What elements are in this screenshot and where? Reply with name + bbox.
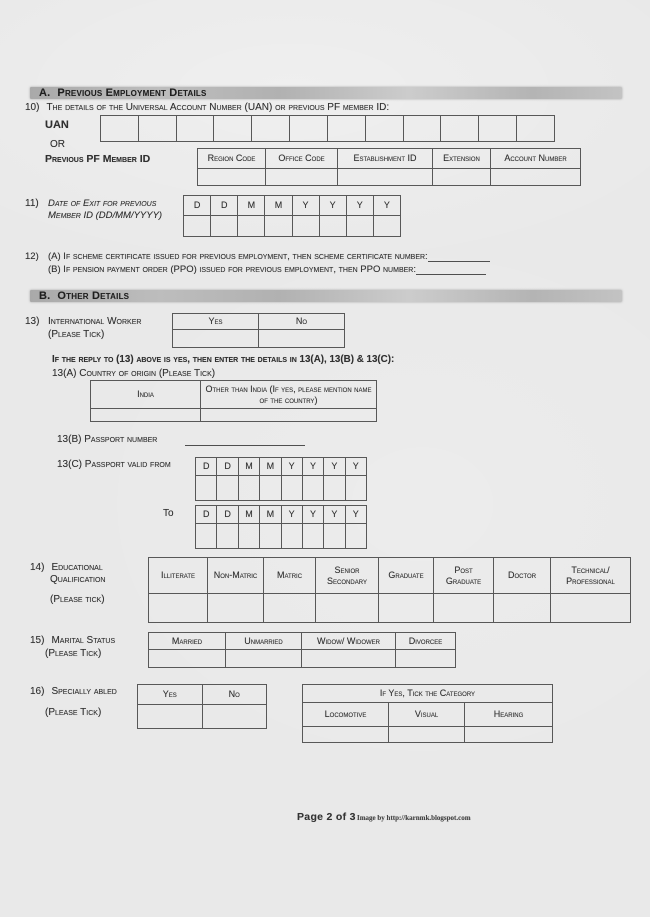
date-input-cell[interactable]: [184, 216, 211, 237]
passport-number-blank[interactable]: [185, 436, 305, 446]
pf-col-header: Extension: [433, 149, 491, 169]
yes-option-header: Yes: [173, 314, 259, 330]
date-letter: D: [211, 196, 238, 216]
india-tick-cell[interactable]: [91, 409, 201, 422]
image-credit: Image by http://karnmk.blogspot.com: [357, 814, 471, 822]
date-letter: Y: [292, 196, 319, 216]
q13a-label: 13(A) Country of origin (Please Tick): [52, 368, 216, 379]
category-tick-cell[interactable]: [465, 727, 553, 743]
q13-yes-no-table: [172, 313, 345, 348]
q12-line-a: [48, 251, 490, 262]
q15-number: 15): [30, 635, 45, 646]
section-a-header: [30, 87, 622, 99]
previous-pf-member-id-label: Previous PF Member ID: [45, 153, 151, 165]
category-tick-cell[interactable]: [389, 727, 465, 743]
india-option-header: India: [91, 381, 201, 409]
yes-tick-cell[interactable]: [138, 705, 203, 729]
date-letter: M: [238, 506, 259, 524]
q13-label-line2: (Please Tick): [48, 329, 105, 340]
disability-category-table: [302, 684, 553, 743]
uan-digit-box[interactable]: [365, 116, 403, 142]
qualification-tick-cell[interactable]: [149, 594, 208, 623]
marital-tick-cell[interactable]: [302, 650, 396, 668]
q13c-label: 13(C) Passport valid from: [57, 459, 171, 470]
date-input-cell[interactable]: [238, 476, 259, 501]
qualification-tick-cell[interactable]: [264, 594, 316, 623]
date-input-cell[interactable]: [302, 524, 323, 549]
date-letter: M: [238, 458, 259, 476]
date-letter: Y: [319, 196, 346, 216]
q11-label-line1: Date of Exit for previous: [48, 198, 157, 209]
qualification-tick-cell[interactable]: [551, 594, 631, 623]
section-letter: A.: [39, 87, 51, 99]
pf-col-header: Region Code: [198, 149, 266, 169]
uan-digit-box[interactable]: [101, 116, 139, 142]
no-tick-cell[interactable]: [202, 705, 267, 729]
date-input-cell[interactable]: [281, 524, 302, 549]
date-letter: M: [260, 458, 281, 476]
q15-label-line1: Marital Status: [51, 635, 116, 646]
pf-col-header: Establishment ID: [338, 149, 433, 169]
uan-digit-box[interactable]: [517, 116, 555, 142]
uan-label: UAN: [45, 119, 69, 131]
date-letter: D: [196, 506, 217, 524]
q16-label-line1: Specially abled: [51, 686, 117, 697]
qualification-option-header: Matric: [264, 558, 316, 594]
date-input-cell[interactable]: [260, 476, 281, 501]
date-letter: Y: [324, 458, 345, 476]
date-input-cell[interactable]: [345, 476, 366, 501]
q13c-to-label: To: [163, 508, 174, 519]
date-input-cell[interactable]: [324, 524, 345, 549]
marital-option-header: Unmarried: [226, 633, 302, 650]
date-input-cell[interactable]: [238, 524, 259, 549]
section-letter: B.: [39, 290, 51, 302]
no-option-header: No: [259, 314, 345, 330]
date-letter: Y: [281, 458, 302, 476]
category-option-header: Locomotive: [303, 703, 389, 727]
uan-digit-box[interactable]: [327, 116, 365, 142]
date-input-cell[interactable]: [302, 476, 323, 501]
q11-number: 11): [25, 198, 39, 209]
date-input-cell[interactable]: [324, 476, 345, 501]
qualification-option-header: Senior Secondary: [316, 558, 379, 594]
qualification-option-header: Post Graduate: [434, 558, 494, 594]
or-label: OR: [50, 139, 65, 150]
q10-number: 10): [25, 102, 40, 113]
qualification-tick-cell[interactable]: [316, 594, 379, 623]
marital-status-table: [148, 632, 456, 668]
date-input-cell[interactable]: [196, 524, 217, 549]
pf-col-header: Office Code: [266, 149, 338, 169]
date-letter: Y: [302, 458, 323, 476]
date-input-cell[interactable]: [373, 216, 400, 237]
q12-number: 12): [25, 251, 39, 262]
date-letter: Y: [324, 506, 345, 524]
q13-label-line1: International Worker: [48, 316, 142, 327]
no-tick-cell[interactable]: [259, 330, 345, 348]
qualification-tick-cell[interactable]: [434, 594, 494, 623]
category-option-header: Hearing: [465, 703, 553, 727]
date-letter: M: [260, 506, 281, 524]
pf-input-cell[interactable]: [338, 169, 433, 186]
q14-line: [30, 562, 103, 573]
date-letter: Y: [346, 196, 373, 216]
date-input-cell[interactable]: [345, 524, 366, 549]
q10-line: [25, 102, 389, 113]
uan-digit-box[interactable]: [176, 116, 214, 142]
qualification-option-header: Graduate: [379, 558, 434, 594]
educational-qualification-table: [148, 557, 631, 623]
passport-valid-from-table: [195, 457, 367, 501]
q16-label-line2: (Please Tick): [45, 707, 102, 718]
date-input-cell[interactable]: [260, 524, 281, 549]
other-than-india-option-header: Other than India (If yes, please mention name of the country): [201, 381, 377, 409]
date-input-cell[interactable]: [346, 216, 373, 237]
uan-digit-box[interactable]: [403, 116, 441, 142]
date-input-cell[interactable]: [217, 476, 238, 501]
section-b-header: [30, 290, 622, 302]
qualification-tick-cell[interactable]: [494, 594, 551, 623]
q15-line: [30, 635, 115, 646]
other-country-input-cell[interactable]: [201, 409, 377, 422]
q15-label-line2: (Please Tick): [45, 648, 102, 659]
date-letter: M: [238, 196, 265, 216]
date-letter: Y: [281, 506, 302, 524]
q14-number: 14): [30, 562, 45, 573]
q16-yes-no-table: [137, 684, 267, 729]
marital-tick-cell[interactable]: [226, 650, 302, 668]
date-letter: M: [265, 196, 292, 216]
date-letter: D: [217, 506, 238, 524]
no-option-header: No: [202, 685, 267, 705]
qualification-option-header: Doctor: [494, 558, 551, 594]
section-title: Previous Employment Details: [57, 87, 207, 99]
category-tick-cell[interactable]: [303, 727, 389, 743]
q13-note: If the reply to (13) above is yes, then enter the details in 13(A), 13(B) & 13(C):: [52, 354, 395, 365]
q13b-label: 13(B) Passport number: [57, 434, 158, 445]
uan-digit-box[interactable]: [290, 116, 328, 142]
date-letter: Y: [345, 458, 366, 476]
date-letter: D: [217, 458, 238, 476]
date-input-cell[interactable]: [281, 476, 302, 501]
qualification-option-header: Non-Matric: [208, 558, 264, 594]
marital-tick-cell[interactable]: [396, 650, 456, 668]
marital-option-header: Married: [149, 633, 226, 650]
qualification-option-header: Illiterate: [149, 558, 208, 594]
date-input-cell[interactable]: [211, 216, 238, 237]
pf-input-cell[interactable]: [491, 169, 581, 186]
uan-digit-box[interactable]: [441, 116, 479, 142]
q12-line-b: [48, 264, 486, 275]
date-input-cell[interactable]: [238, 216, 265, 237]
scheme-certificate-number-blank[interactable]: [428, 252, 490, 262]
uan-digit-box[interactable]: [214, 116, 252, 142]
marital-tick-cell[interactable]: [149, 650, 226, 668]
section-title: Other Details: [57, 290, 130, 302]
qualification-tick-cell[interactable]: [379, 594, 434, 623]
pf-input-cell[interactable]: [433, 169, 491, 186]
uan-digit-box[interactable]: [479, 116, 517, 142]
pf-col-header: Account Number: [491, 149, 581, 169]
country-of-origin-table: [90, 380, 377, 422]
date-input-cell[interactable]: [265, 216, 292, 237]
pf-input-cell[interactable]: [198, 169, 266, 186]
q12-line-b-text: (B) If pension payment order (PPO) issued for previous employment, then PPO number:: [48, 264, 416, 275]
uan-digit-box[interactable]: [252, 116, 290, 142]
q12-line-a-text: (A) If scheme certificate issued for previous employment, then scheme certificate number:: [48, 251, 428, 262]
ppo-number-blank[interactable]: [416, 265, 486, 275]
marital-option-header: Widow/ Widower: [302, 633, 396, 650]
date-letter: Y: [302, 506, 323, 524]
date-letter: D: [196, 458, 217, 476]
date-input-cell[interactable]: [292, 216, 319, 237]
uan-digit-row: [100, 115, 555, 142]
date-input-cell[interactable]: [196, 476, 217, 501]
uan-digit-box[interactable]: [138, 116, 176, 142]
date-letter: D: [184, 196, 211, 216]
qualification-tick-cell[interactable]: [208, 594, 264, 623]
yes-option-header: Yes: [138, 685, 203, 705]
q11-label-line2: Member ID (DD/MM/YYYY): [48, 210, 163, 221]
q16-number: 16): [30, 686, 45, 697]
date-letter: Y: [345, 506, 366, 524]
pf-input-cell[interactable]: [266, 169, 338, 186]
q14-label-line3: (Please tick): [50, 594, 105, 605]
pf-member-id-table: [197, 148, 581, 186]
category-table-header: If Yes, Tick the Category: [303, 685, 553, 703]
q11-date-table: [183, 195, 401, 237]
date-input-cell[interactable]: [319, 216, 346, 237]
date-letter: Y: [373, 196, 400, 216]
q13-number: 13): [25, 316, 40, 327]
q14-label-line1: Educational: [51, 562, 103, 573]
q10-text: The details of the Universal Account Number (UAN) or previous PF member ID:: [46, 102, 390, 113]
q16-line: [30, 686, 117, 697]
category-option-header: Visual: [389, 703, 465, 727]
q14-label-line2: Qualification: [50, 574, 106, 585]
marital-option-header: Divorcee: [396, 633, 456, 650]
date-input-cell[interactable]: [217, 524, 238, 549]
yes-tick-cell[interactable]: [173, 330, 259, 348]
qualification-option-header: Technical/ Professional: [551, 558, 631, 594]
passport-valid-to-table: [195, 505, 367, 549]
page-number-label: Page 2 of 3: [297, 811, 356, 823]
